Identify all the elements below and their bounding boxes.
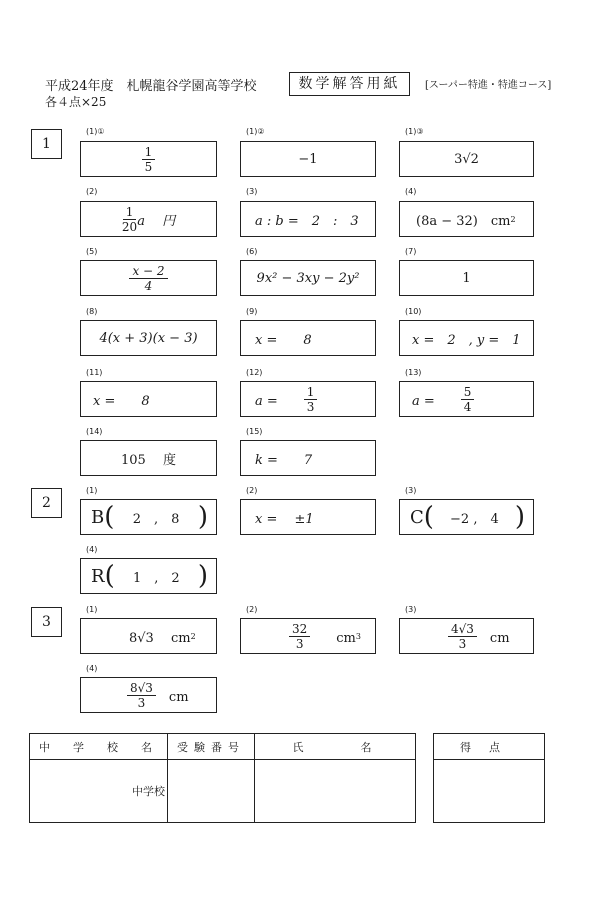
answer-tail: cm [476,630,510,646]
section-number-3: 3 [31,607,62,637]
question-label: (1)② [246,127,265,136]
question-label: (1)③ [405,127,424,136]
answer-tail: a 円 [137,213,176,229]
point-coords: 1 , 2 [132,570,180,586]
question-label: (4) [405,187,417,196]
answer-box-3-4[interactable] [80,677,217,713]
point-name: C [410,506,424,528]
fraction-numerator: 1 [142,145,156,160]
point-name: B [91,506,105,528]
answer-text: 9x² − 3xy − 2y² [256,270,360,286]
answer-box-1-5[interactable] [80,260,217,296]
answer-box-1-7[interactable] [399,260,534,296]
question-label: (13) [405,368,422,377]
school-name-field[interactable] [30,760,168,823]
answer-box-1-3[interactable] [240,201,376,237]
answer-text: x = 8 [93,393,150,409]
answer-text: x = ±1 [255,511,314,527]
question-label: (1) [86,605,98,614]
header-exam-number: 受験番号 [168,734,255,760]
question-label: (3) [246,187,258,196]
question-label: (11) [86,368,103,377]
section-number-1: 1 [31,129,62,159]
points-note: 各４点×25 [45,95,107,109]
answer-box-2-4[interactable]: R ( 1 , 2 ) [80,558,217,594]
answer-text: a : b = 2 : 3 [255,213,359,229]
answer-text: 4(x + 3)(x − 3) [99,330,198,346]
answer-box-2-1[interactable]: B ( 2 , 8 ) [80,499,217,535]
answer-text: 105 度 [121,452,176,468]
answer-box-2-3[interactable]: C ( −2 , 4 ) [399,499,534,535]
sheet-title: 数学解答用紙 [289,72,410,96]
exam-number-field[interactable] [168,760,255,823]
point-coords: −2 , 4 [450,511,499,527]
fraction: $\frac{32}{3}$ [289,622,310,651]
answer-box-3-1[interactable]: 8√3 cm 2 [80,618,217,654]
answer-box-1-11[interactable] [80,381,217,417]
question-label: (7) [405,247,417,256]
answer-box-1-1-2[interactable] [240,141,376,177]
answer-box-1-12[interactable] [240,381,376,417]
answer-text: x = 2 , y = 1 [412,332,521,348]
answer-text: 1 [462,270,471,286]
exam-header-school: 平成24年度 札幌龍谷学園高等学校 [45,79,257,94]
answer-box-1-9[interactable] [240,320,376,356]
question-label: (5) [86,247,98,256]
score-table [433,733,545,823]
section-number-2: 2 [31,488,62,518]
fraction: $\frac{5}{4}$ [461,385,475,414]
fraction: $\frac{4√3}{3}$ [448,622,477,651]
question-label: (1)① [86,127,105,136]
question-label: (4) [86,664,98,673]
answer-box-1-1-1[interactable] [80,141,217,177]
question-label: (2) [246,486,258,495]
answer-box-1-8[interactable] [80,320,217,356]
point-coords: 2 , 8 [132,511,180,527]
header-school-name: 中 学 校 名 [30,734,168,760]
answer-box-1-1-3[interactable] [399,141,534,177]
question-label: (2) [246,605,258,614]
score-field[interactable] [434,760,545,823]
question-label: (10) [405,307,422,316]
fraction: $\frac{1}{3}$ [304,385,318,414]
answer-text: 8√3 cm [129,630,191,646]
answer-text: −1 [298,151,318,167]
fraction: $\frac{x - 2}{4}$ [129,264,167,293]
question-label: (1) [86,486,98,495]
question-label: (3) [405,486,417,495]
question-label: (2) [86,187,98,196]
answer-box-1-6[interactable] [240,260,376,296]
answer-box-3-3[interactable] [399,618,534,654]
answer-text: k = 7 [255,452,313,468]
answer-text: (8a − 32) cm [416,213,511,229]
answer-box-1-2[interactable] [80,201,217,237]
answer-box-1-13[interactable] [399,381,534,417]
question-label: (8) [86,307,98,316]
answer-box-1-10[interactable] [399,320,534,356]
answer-box-1-4[interactable]: (8a − 32) cm 2 [399,201,534,237]
question-label: (3) [405,605,417,614]
question-label: (4) [86,545,98,554]
question-label: (6) [246,247,258,256]
fraction: $\frac{8√3}{3}$ [127,681,156,710]
point-name: R [91,565,105,587]
question-label: (9) [246,307,258,316]
question-label: (12) [246,368,263,377]
answer-text: x = 8 [255,332,312,348]
answer-box-1-15[interactable] [240,440,376,476]
answer-box-2-2[interactable] [240,499,376,535]
fraction-denominator: 5 [144,159,153,174]
fraction [142,145,156,174]
answer-box-1-14[interactable] [80,440,217,476]
answer-prefix: a = [255,393,304,409]
course-label: [スーパー特進・特進コース] [425,80,552,91]
header-score: 得点 [434,734,545,760]
header-student-name: 氏 名 [255,734,416,760]
school-suffix: 中学校 [132,785,165,798]
answer-tail: cm [310,630,356,646]
student-info-table [29,733,416,823]
question-label: (14) [86,427,103,436]
student-name-field[interactable] [255,760,416,823]
answer-prefix: a = [412,393,461,409]
answer-tail: cm [155,689,189,705]
answer-text-hidden [81,142,82,143]
fraction: $\frac{1}{20}$ [121,204,138,234]
answer-text: 3√2 [454,151,479,167]
question-label: (15) [246,427,263,436]
answer-box-3-2[interactable]: $\frac{32}{3}$ cm 3 [240,618,376,654]
